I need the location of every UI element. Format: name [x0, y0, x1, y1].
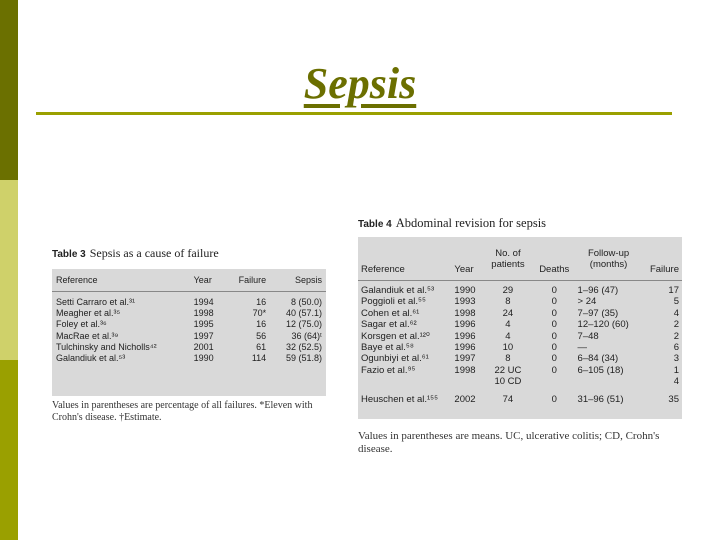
- slide-title: Sepsis: [303, 59, 417, 108]
- table-cell: 35: [668, 393, 679, 405]
- table-cell: 40 (57.1): [285, 308, 322, 319]
- table-row: [358, 388, 682, 405]
- table-cell: 1–96 (47): [577, 285, 619, 296]
- table-cell: 0: [551, 296, 557, 308]
- table3-caption: [52, 246, 219, 261]
- table4-header: Deaths: [534, 237, 575, 281]
- table-cell: 70*: [252, 308, 267, 319]
- table-cell: Sagar et al.⁶²: [361, 319, 417, 331]
- table-row: [52, 342, 326, 353]
- table-cell: [534, 376, 575, 387]
- table4-footnote: Values in parentheses are means. UC, ulcerative colitis; CD, Crohn's disease.: [358, 430, 660, 455]
- table-cell: 1998: [454, 307, 476, 319]
- table3-footnote: Values in parentheses are percentage of all failures. *Eleven with Crohn's disease. †Estimate.: [52, 400, 313, 423]
- table-cell: 36 (64)ᵗ: [291, 330, 322, 341]
- table-cell: [451, 376, 482, 387]
- table-cell: 56: [256, 330, 267, 341]
- table-cell: 0: [551, 342, 557, 354]
- table-row: [358, 376, 682, 387]
- table-cell: 0: [551, 285, 557, 296]
- table-cell: Galandiuk et al.⁵³: [56, 353, 126, 364]
- table-cell: 3: [673, 353, 679, 365]
- table-cell: 4: [505, 319, 511, 331]
- table-cell: 8 (50.0): [290, 297, 322, 307]
- table-cell: MacRae et al.³⁹: [56, 330, 119, 341]
- table-cell: 1993: [454, 296, 476, 308]
- accent-bar-middle: [0, 180, 18, 360]
- table-cell: 1998: [454, 364, 476, 376]
- table-cell: 4: [673, 307, 679, 319]
- table-cell: Korsgen et al.¹²⁰: [361, 330, 430, 342]
- table4-header: Year: [451, 237, 482, 281]
- table-cell: 1997: [193, 330, 214, 341]
- table3-header: Reference: [52, 269, 190, 292]
- table-row: [358, 319, 682, 330]
- table-cell: [575, 376, 643, 387]
- table-cell: Meagher et al.³⁵: [56, 308, 121, 319]
- table-cell: Heuschen et al.¹⁵⁵: [361, 393, 439, 405]
- table-cell: 1996: [454, 330, 476, 342]
- table-cell: 22 UC: [494, 364, 522, 376]
- table-cell: Baye et al.⁵⁸: [361, 342, 414, 354]
- table-cell: 10: [502, 342, 514, 354]
- table-row: [358, 342, 682, 353]
- table-row: [358, 353, 682, 364]
- table-cell: 0: [551, 353, 557, 365]
- table4-header: Follow-up (months): [575, 237, 643, 281]
- table4: [358, 237, 682, 419]
- table-cell: 0: [551, 364, 557, 376]
- table4-header-row: [358, 237, 682, 281]
- table-row: [358, 296, 682, 307]
- table-cell: —: [577, 342, 588, 354]
- table-cell: 16: [256, 319, 267, 330]
- table-cell: 1996: [454, 319, 476, 331]
- table-cell: 2001: [193, 341, 214, 352]
- table-cell: 1996: [454, 342, 476, 354]
- table-cell: 0: [551, 393, 557, 405]
- table-cell: 31–96 (51): [577, 393, 624, 405]
- table-cell: [358, 376, 451, 387]
- accent-bar-bottom: [0, 360, 18, 540]
- table3: [52, 269, 326, 396]
- table-cell: Foley et al.³⁶: [56, 319, 107, 330]
- table-cell: 2: [673, 319, 679, 331]
- table-cell: 24: [502, 307, 514, 319]
- table3-header: Failure: [225, 269, 270, 292]
- table-cell: Tulchinsky and Nicholls⁴²: [56, 341, 157, 352]
- table4-caption-text: Abdominal revision for sepsis: [395, 216, 547, 230]
- table-cell: Ogunbiyi et al.⁶¹: [361, 353, 429, 365]
- table-cell: 59 (51.8): [285, 353, 322, 364]
- table-cell: 1997: [454, 353, 476, 365]
- table3-label: Table 3: [52, 249, 86, 260]
- table-cell: 0: [551, 307, 557, 319]
- table-cell: 2: [673, 330, 679, 342]
- table-cell: Galandiuk et al.⁵³: [361, 285, 435, 296]
- table-cell: Cohen et al.⁶¹: [361, 307, 420, 319]
- table-cell: 0: [551, 330, 557, 342]
- table-cell: 4: [673, 376, 679, 388]
- table4-header: Failure: [643, 237, 682, 281]
- table4-header: No. of patients: [482, 237, 534, 281]
- table-cell: > 24: [577, 296, 597, 308]
- table-cell: 4: [505, 330, 511, 342]
- table4-caption: [358, 216, 546, 231]
- table-cell: 2002: [454, 393, 476, 405]
- table-cell: 6: [673, 342, 679, 354]
- table-cell: 32 (52.5): [285, 341, 322, 352]
- table-row: [358, 281, 682, 297]
- table-cell: 7–48: [577, 330, 599, 342]
- table-cell: Poggioli et al.⁵⁵: [361, 296, 426, 308]
- table-row: [52, 331, 326, 342]
- table-cell: 1: [673, 364, 679, 376]
- table3-header-row: [52, 269, 326, 292]
- table3-header: Year: [190, 269, 226, 292]
- table-row: [52, 353, 326, 364]
- table-cell: 114: [251, 353, 267, 364]
- table-cell: 29: [502, 285, 514, 296]
- table-row: [52, 308, 326, 319]
- table-cell: 1990: [193, 353, 214, 364]
- table-cell: 8: [505, 353, 511, 365]
- table-cell: 0: [551, 319, 557, 331]
- table-cell: 1998: [193, 308, 214, 319]
- table-cell: 12–120 (60): [577, 319, 629, 331]
- table-cell: Setti Carraro et al.³¹: [56, 297, 136, 307]
- table-cell: 1995: [193, 319, 214, 330]
- table-row: [52, 292, 326, 309]
- table3-caption-text: Sepsis as a cause of failure: [89, 246, 219, 260]
- table-cell: 6–84 (34): [577, 353, 619, 365]
- table3-header: Sepsis: [270, 269, 326, 292]
- table-cell: 8: [505, 296, 511, 308]
- table-cell: 10 CD: [494, 376, 522, 388]
- table-row: [358, 308, 682, 319]
- table-cell: 61: [256, 341, 267, 352]
- table-cell: 7–97 (35): [577, 307, 619, 319]
- table-cell: 1990: [454, 285, 476, 296]
- title-divider: [36, 112, 672, 115]
- table-row: [358, 365, 682, 376]
- table4-label: Table 4: [358, 219, 392, 230]
- table-cell: 74: [502, 393, 514, 405]
- table-row: [52, 319, 326, 330]
- table4-header: Reference: [358, 237, 451, 281]
- table-cell: 1994: [193, 297, 214, 307]
- table-cell: 17: [668, 285, 679, 296]
- table-cell: 6–105 (18): [577, 364, 624, 376]
- table-cell: 5: [673, 296, 679, 308]
- table-row: [358, 331, 682, 342]
- table-cell: 16: [256, 297, 267, 307]
- table-cell: 12 (75.0): [285, 319, 322, 330]
- table-cell: Fazio et al.⁹⁵: [361, 364, 416, 376]
